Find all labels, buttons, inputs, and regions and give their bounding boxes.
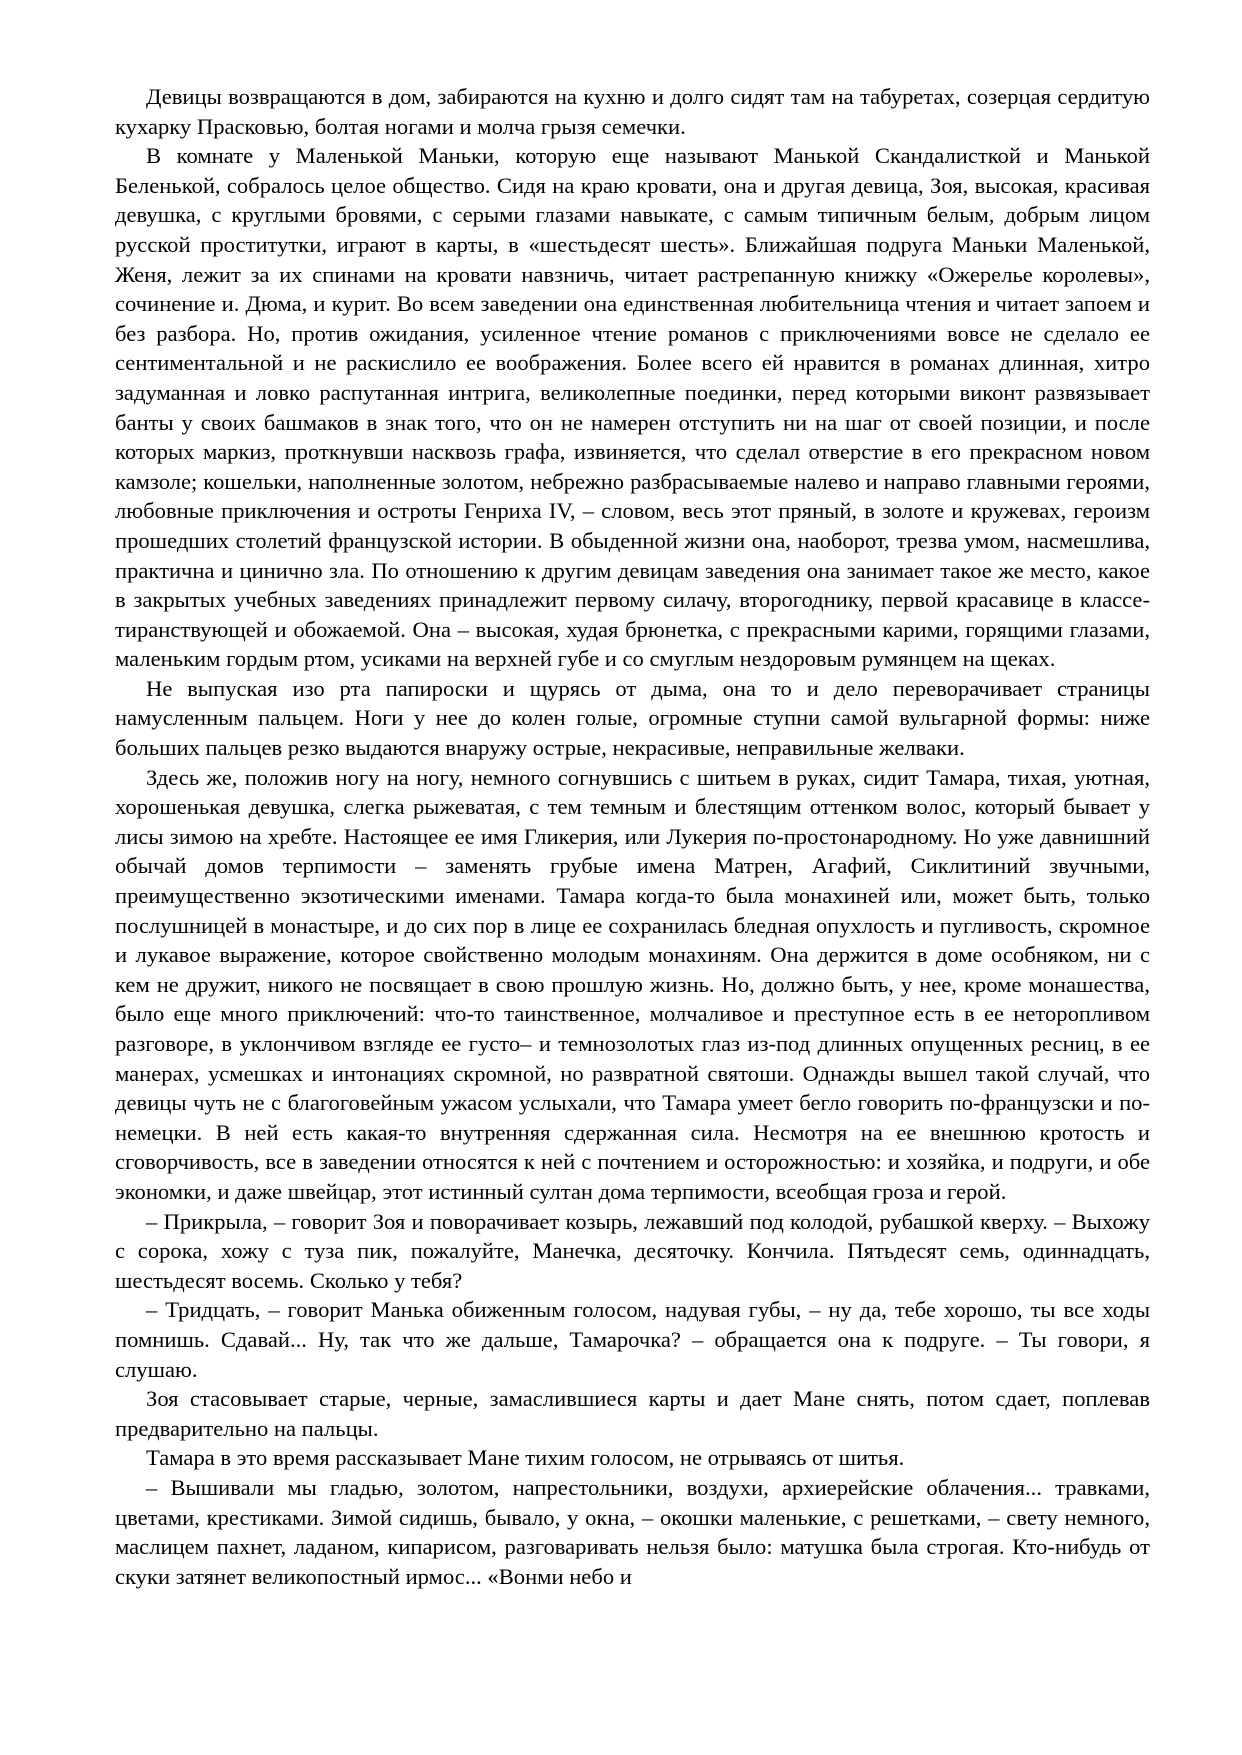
paragraph-9: – Вышивали мы гладью, золотом, напрестольники, воздухи, архиерейские облачения... травками, цветами, крестиками. Зимой сидишь, бывало, у окна, – окошки маленькие, с решетками, – свету немного, маслицем пахнет, ладаном, кипарисом, разговаривать нельзя было: матушка была строгая. Кто-нибудь от скуки затянет великопостный ирмос... «Вонми небо и (115, 1474, 1150, 1589)
paragraph-5: – Прикрыла, – говорит Зоя и поворачивает козырь, лежавший под колодой, рубашкой кверху. – Выхожу с сорока, хожу с туза пик, пожалуйте, Манечка, десяточку. Кончила. Пятьдесят семь, одиннадцать, шестьдесят восемь. Сколько у тебя? (115, 1208, 1150, 1293)
paragraph-3: Не выпуская изо рта папироски и щурясь от дыма, она то и дело переворачивает страницы намусленным пальцем. Ноги у нее до колен голые, огромные ступни самой вульгарной формы: ниже больших пальцев резко выдаются внаружу острые, некрасивые, неправильные желваки. (115, 675, 1150, 761)
paragraph-2: В комнате у Маленькой Маньки, которую еще называют Манькой Скандалисткой и Манькой Беленькой, собралось целое общество. Сидя на краю кровати, она и другая девица, Зоя, высокая, красивая девушка, с круглыми бровями, с серыми глазами навыкате, с самым типичным белым, добрым лицом русской проститутки, играют в карты, в «шестьдесят шесть». Ближайшая подруга Маньки Маленькой, Женя, лежит за их спинами на кровати навзничь, читает растрепанную книжку «Ожерелье королевы», сочинение и. Дюма, и курит. Во всем заведении она единственная любительница чтения и читает запоем и без разбора. Но, против ожидания, усиленное чтение романов с приключениями вовсе не сделало ее сентиментальной и не раскислило ее воображения. Более всего ей нравится в романах длинная, хитро задуманная и ловко распутанная интрига, великолепные поединки, перед которыми виконт развязывает банты у своих башмаков в знак того, что он не намерен отступить ни на шаг от своей позиции, и после которых маркиз, проткнувши насквозь графа, извиняется, что сделал отверстие в его прекрасном новом камзоле; кошельки, наполненные золотом, небрежно разбрасываемые налево и направо главными героями, любовные приключения и остроты Генриха IV, – словом, весь этот пряный, в золоте и кружевах, героизм прошедших столетий французской истории. В обыденной жизни она, наоборот, трезва умом, насмешлива, практична и цинично зла. По отношению к другим девицам заведения она занимает такое же место, какое в закрытых учебных заведениях принадлежит первому силачу, второгоднику, первой красавице в классе-тиранствующей и обожаемой. Она – высокая, худая брюнетка, с прекрасными карими, горящими глазами, маленьким гордым ртом, усиками на верхней губе и со смуглым нездоровым румянцем на щеках. (115, 143, 1150, 672)
paragraph-4: Здесь же, положив ногу на ногу, немного согнувшись с шитьем в руках, сидит Тамара, тихая, уютная, хорошенькая девушка, слегка рыжеватая, с тем темным и блестящим оттенком волос, который бывает у лисы зимою на хребте. Настоящее ее имя Гликерия, или Лукерия по-простонародному. Но уже давнишний обычай домов терпимости – заменять грубые имена Матрен, Агафий, Сиклитиний звучными, преимущественно экзотическими именами. Тамара когда-то была монахиней или, может быть, только послушницей в монастыре, и до сих пор в лице ее сохранилась бледная опухлость и пугливость, скромное и лукавое выражение, которое свойственно молодым монахиням. Она держится в доме особняком, ни с кем не дружит, никого не посвящает в свою прошлую жизнь. Но, должно быть, у нее, кроме монашества, было еще много приключений: что-то таинственное, молчаливое и преступное есть в ее неторопливом разговоре, в уклончивом взгляде ее густо– и темнозолотых глаз из-под длинных опущенных ресниц, в ее манерах, усмешках и интонациях скромной, но развратной святоши. Однажды вышел такой случай, что девицы чуть не с благоговейным ужасом услыхали, что Тамара умеет бегло говорить по-французски и по-немецки. В ней есть какая-то внутренняя сдержанная сила. Несмотря на ее внешнюю кротость и сговорчивость, все в заведении относятся к ней с почтением и осторожностью: и хозяйка, и подруги, и обе экономки, и даже швейцар, этот истинный султан дома терпимости, всеобщая гроза и герой. (115, 764, 1150, 1204)
paragraph-1: Девицы возвращаются в дом, забираются на кухню и долго сидят там на табуретах, созерцая сердитую кухарку Прасковью, болтая ногами и молча грызя семечки. (115, 84, 1150, 139)
paragraph-8: Тамара в это время рассказывает Мане тихим голосом, не отрываясь от шитья. (146, 1445, 905, 1471)
document-page (115, 82, 1150, 1591)
paragraph-7: Зоя стасовывает старые, черные, замаслившиеся карты и дает Мане снять, потом сдает, поплевав предварительно на пальцы. (115, 1386, 1150, 1441)
paragraph-6: – Тридцать, – говорит Манька обиженным голосом, надувая губы, – ну да, тебе хорошо, ты все ходы помнишь. Сдавай... Ну, так что же дальше, Тамарочка? – обращается она к подруге. – Ты говори, я слушаю. (115, 1297, 1150, 1382)
